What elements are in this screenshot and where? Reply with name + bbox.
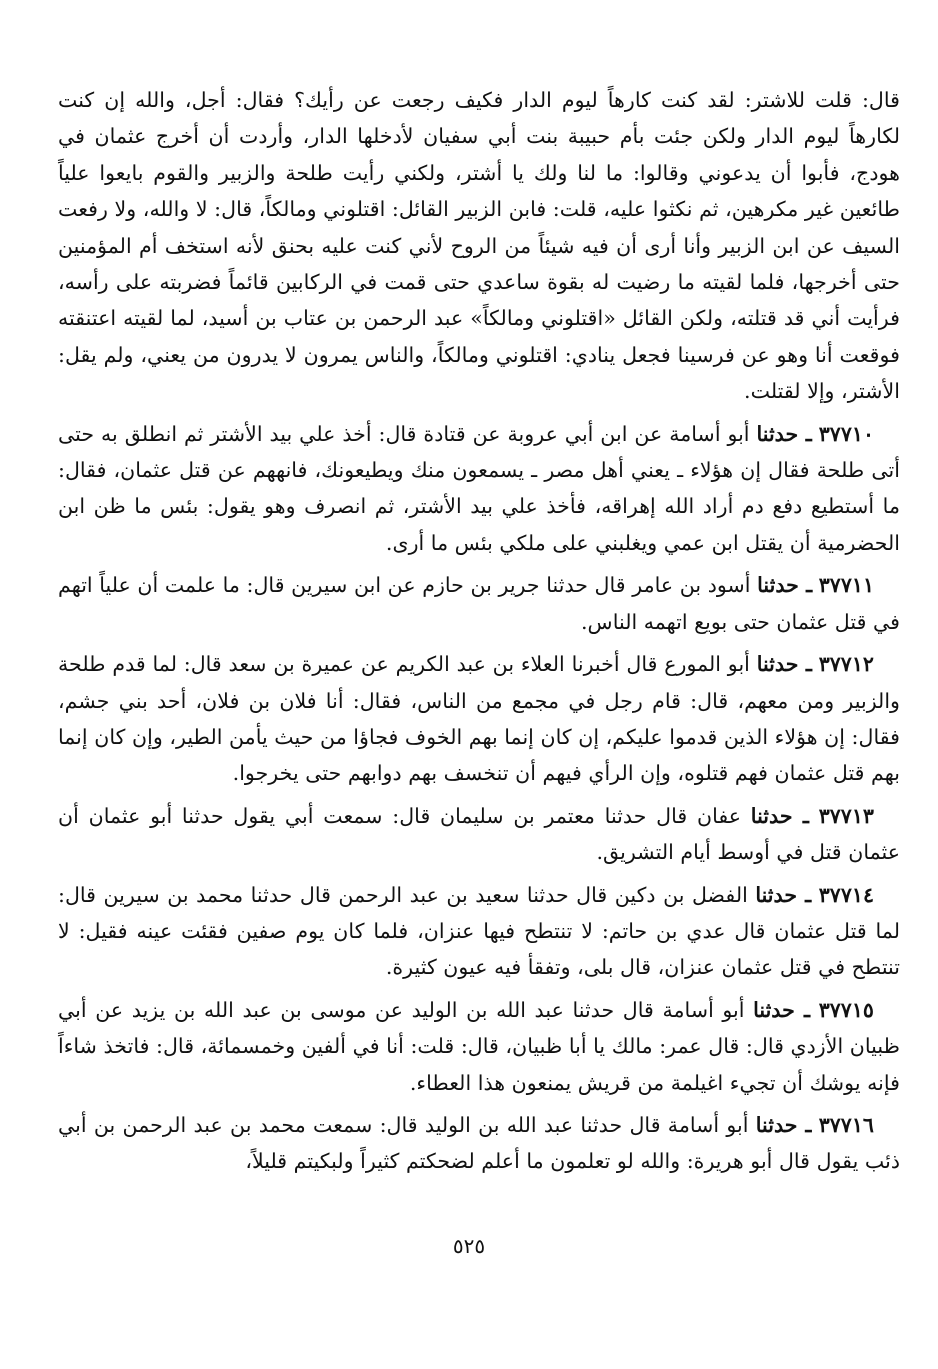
book-page	[58, 82, 900, 1292]
hadith-opener: ـ حدثنا	[750, 803, 809, 828]
hadith-opener: ـ حدثنا	[756, 421, 812, 446]
hadith-number: ٣٧٧١٦	[818, 1112, 874, 1137]
hadith-37716	[58, 1107, 900, 1180]
hadith-number: ٣٧٧١٠	[818, 421, 875, 446]
hadith-number: ٣٧٧١٥	[818, 997, 874, 1022]
hadith-37712	[58, 646, 900, 792]
page-number: ٥٢٥	[452, 1234, 486, 1258]
hadith-number: ٣٧٧١١	[818, 573, 875, 598]
hadith-number: ٣٧٧١٢	[818, 652, 874, 677]
hadith-opener: ـ حدثنا	[756, 652, 812, 677]
hadith-text: أبو المورع قال أخبرنا العلاء بن عبد الكريم عن عميرة بن سعد قال: لما قدم طلحة والزبير ومن معهم، قال: قام رجل في مجمع من الناس، فقال: أنا فلان بن فلان، أحد بني جشم، فقال: إن هؤلاء الذين قدموا عليكم، إن كان إنما بهم الخوف فجاؤا من حيث يأمن الطير، وإن كان إنما بهم قتل عثمان فهم قتلوه، وإن الرأي فيهم أن تنخسف بهم دوابهم حتى يخرجوا.	[58, 652, 900, 786]
hadith-37710	[58, 416, 900, 562]
intro-paragraph: قال: قلت للاشتر: لقد كنت كارهاً ليوم الدار فكيف رجعت عن رأيك؟ فقال: أجل، والله إن كنت لكارهاً ليوم الدار ولكن جئت بأم حبيبة بنت أبي سفيان لأدخلها الدار، وأردت أن أخرج عثمان في هودج، فأبوا أن يدعوني وقالوا: ما لنا ولك يا أشتر، ولكني رأيت طلحة والزبير والقوم بايعوا علياً طائعين غير مكرهين، ثم نكثوا عليه، قلت: فابن الزبير القائل: اقتلوني ومالكاً، قال: لا والله، ولا رفعت السيف عن ابن الزبير وأنا أرى أن فيه شيئاً من الروح لأني كنت عليه بحنق لأنه استخف أم المؤمنين حتى أخرجها، فلما لقيته ما رضيت له بقوة ساعدي حتى قمت في الركابين قائماً فضربته على رأسه، فرأيت أني قد قتلته، ولكن القائل «اقتلوني ومالكاً» عبد الرحمن بن عتاب بن أسيد، لما لقيته اعتنقته فوقعت أنا وهو عن فرسينا فجعل ينادي: اقتلوني ومالكاً، والناس يمرون لا يدرون من يعني، ولم يقل: الأشتر، وإلا لقتلت.	[58, 88, 900, 404]
hadith-number: ٣٧٧١٤	[818, 882, 875, 907]
hadith-opener: ـ حدثنا	[755, 882, 812, 907]
hadith-text: أسود بن عامر قال حدثنا جرير بن حازم عن ابن سيرين قال: ما علمت أن علياً اتهم في قتل عثمان حتى بويع اتهمه الناس.	[58, 573, 900, 634]
hadith-37713	[58, 798, 900, 871]
hadith-37715	[58, 992, 900, 1101]
hadith-37714	[58, 877, 900, 986]
hadith-text: أبو أسامة قال حدثنا عبد الله بن الوليد قال: سمعت محمد بن عبد الرحمن بن أبي ذئب يقول قال أبو هريرة: والله لو تعلمون ما أعلم لضحكتم كثيراً ولبكيتم قليلاً،	[58, 1112, 900, 1174]
hadith-opener: ـ حدثنا	[755, 1112, 812, 1137]
hadith-37711	[58, 567, 900, 640]
hadith-opener: ـ حدثنا	[757, 573, 813, 598]
hadith-opener: ـ حدثنا	[753, 997, 811, 1022]
hadith-text: عفان قال حدثنا معتمر بن سليمان قال: سمعت أبي يقول حدثنا أبو عثمان أن عثمان قتل في أوسط أيام التشريق.	[58, 803, 900, 865]
hadith-number: ٣٧٧١٣	[818, 803, 874, 828]
hadith-text: أبو أسامة قال حدثنا عبد الله بن الوليد عن موسى بن عبد الله بن يزيد عن أبي ظبيان الأزدي قال: قال عمر: مالك يا أبا ظبيان، قال: قلت: أنا في ألفين وخمسمائة، قال: فاتخذ شاءاً فإنه يوشك أن تجيء اغيلمة من قريش يمنعون هذا العطاء.	[58, 997, 900, 1095]
hadith-text: الفضل بن دكين قال حدثنا سعيد بن عبد الرحمن قال حدثنا محمد بن سيرين قال: لما قتل عثمان قال عدي بن حاتم: لا تنتطح فيها عنزان، فلما كان يوم صفين فقئت عينه فقيل: لا تنتطح في قتل عثمان عنزان، قال بلى، وتفقأ فيه عيون كثيرة.	[58, 882, 900, 980]
hadith-text: أبو أسامة عن ابن أبي عروبة عن قتادة قال: أخذ علي بيد الأشتر ثم انطلق به حتى أتى طلحة فقال إن هؤلاء ـ يعني أهل مصر ـ يسمعون منك ويطيعونك، فانههم عن قتل عثمان، فقال: ما أستطيع دفع دم أراد الله إهراقه، فأخذ علي بيد الأشتر، ثم انصرف وهو يقول: بئس ما ظن ابن الحضرمية أن يقتل ابن عمي ويغلبني على ملكي بئس ما أرى.	[58, 421, 900, 555]
